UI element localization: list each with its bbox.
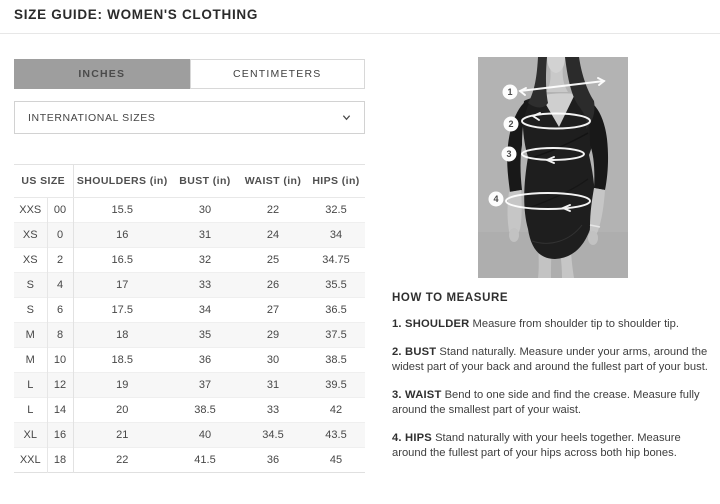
unit-tabs: [14, 59, 365, 89]
table-row: [14, 448, 365, 473]
cell-us-number: 8: [47, 323, 73, 348]
marker-3-number: 3: [506, 149, 512, 160]
instruction-label: SHOULDER: [405, 318, 470, 330]
measurement-figure-image: [478, 57, 628, 278]
cell-us-number: 00: [47, 198, 73, 223]
cell-us-number: 16: [47, 423, 73, 448]
cell-us-number: 14: [47, 398, 73, 423]
instruction-label: WAIST: [405, 389, 442, 401]
col-header-bust: BUST (in): [171, 165, 239, 198]
cell-bust: 41.5: [194, 454, 216, 466]
marker-2-number: 2: [508, 119, 514, 130]
cell-hips: 38.5: [325, 354, 347, 366]
cell-size-label: XS: [14, 248, 47, 273]
cell-us-number: 0: [47, 223, 73, 248]
cell-size-label: L: [14, 398, 47, 423]
table-row: [14, 373, 365, 398]
how-to-measure-heading: HOW TO MEASURE: [392, 292, 509, 304]
instruction-label: HIPS: [405, 432, 432, 444]
cell-size-label: M: [14, 348, 47, 373]
col-header-hips: HIPS (in): [307, 165, 365, 198]
cell-shoulders: 17: [116, 279, 129, 291]
size-chart-table: [14, 164, 365, 473]
instruction-number: 3.: [392, 389, 402, 401]
cell-size-label: XS: [14, 223, 47, 248]
table-row: [14, 298, 365, 323]
cell-waist: 24: [266, 229, 280, 241]
cell-size-label: XL: [14, 423, 47, 448]
marker-1-number: 1: [507, 87, 513, 98]
cell-hips: 37.5: [325, 329, 347, 341]
cell-size-label: XXS: [14, 198, 47, 223]
table-row: [14, 348, 365, 373]
table-row: [14, 248, 365, 273]
instruction-number: 2.: [392, 346, 402, 358]
cell-waist: 30: [266, 354, 280, 366]
marker-4-number: 4: [493, 194, 499, 205]
cell-waist: 26: [266, 279, 280, 291]
cell-us-number: 2: [47, 248, 73, 273]
cell-hips: 32.5: [325, 204, 347, 216]
col-header-waist: WAIST (in): [239, 165, 307, 198]
measure-instruction-list: [392, 317, 710, 461]
cell-size-label: S: [14, 298, 47, 323]
chevron-down-icon: [342, 113, 351, 122]
col-header-us-size: US SIZE: [14, 165, 73, 198]
tab-centimeters[interactable]: CENTIMETERS: [190, 59, 366, 89]
cell-waist: 29: [266, 329, 280, 341]
how-to-measure-section: [392, 292, 710, 461]
cell-hips: 34.75: [322, 254, 350, 266]
cell-bust: 37: [198, 379, 212, 391]
cell-bust: 34: [198, 304, 212, 316]
international-sizes-dropdown[interactable]: [14, 101, 365, 134]
cell-size-label: XXL: [14, 448, 47, 473]
cell-waist: 27: [266, 304, 280, 316]
title-divider: [0, 33, 720, 34]
table-row: [14, 423, 365, 448]
cell-waist: 22: [266, 204, 280, 216]
measure-instruction: [392, 345, 710, 375]
instruction-text: Stand naturally with your heels together. Measure around the fullest part of your hips across both hip bones.: [392, 432, 681, 459]
cell-bust: 32: [198, 254, 212, 266]
cell-bust: 38.5: [194, 404, 216, 416]
table-row: [14, 223, 365, 248]
cell-shoulders: 19: [116, 379, 129, 391]
cell-shoulders: 16.5: [111, 254, 133, 266]
cell-shoulders: 18.5: [111, 354, 133, 366]
size-table-body: [14, 198, 365, 473]
cell-size-label: L: [14, 373, 47, 398]
size-table-header: [14, 165, 365, 198]
instruction-number: 4.: [392, 432, 402, 444]
cell-shoulders: 16: [116, 229, 129, 241]
cell-hips: 43.5: [325, 429, 347, 441]
table-row: [14, 273, 365, 298]
tab-inches[interactable]: INCHES: [14, 59, 190, 89]
model-figure-illustration: [478, 57, 628, 278]
cell-hips: 42: [329, 404, 343, 416]
measure-instruction: [392, 388, 710, 418]
cell-us-number: 18: [47, 448, 73, 473]
cell-shoulders: 17.5: [111, 304, 133, 316]
cell-bust: 36: [198, 354, 212, 366]
cell-shoulders: 21: [116, 429, 129, 441]
size-guide-left-column: [14, 59, 365, 473]
instruction-number: 1.: [392, 318, 402, 330]
cell-bust: 40: [198, 429, 212, 441]
instruction-text: Measure from shoulder tip to shoulder tip.: [472, 318, 679, 330]
cell-us-number: 4: [47, 273, 73, 298]
cell-shoulders: 20: [116, 404, 129, 416]
cell-hips: 45: [329, 454, 343, 466]
cell-hips: 34: [329, 229, 343, 241]
cell-us-number: 12: [47, 373, 73, 398]
instruction-label: BUST: [405, 346, 437, 358]
table-row: [14, 323, 365, 348]
cell-shoulders: 15.5: [111, 204, 133, 216]
dropdown-selected-value: INTERNATIONAL SIZES: [28, 111, 156, 124]
cell-waist: 33: [266, 404, 280, 416]
cell-bust: 35: [198, 329, 212, 341]
cell-shoulders: 22: [116, 454, 129, 466]
cell-waist: 31: [266, 379, 280, 391]
page-title: SIZE GUIDE: WOMEN'S CLOTHING: [14, 7, 259, 22]
cell-bust: 31: [198, 229, 212, 241]
cell-shoulders: 18: [116, 329, 129, 341]
measure-instruction: [392, 431, 710, 461]
instruction-text: Bend to one side and find the crease. Measure fully around the smallest part of your waist.: [392, 389, 700, 416]
cell-bust: 33: [198, 279, 212, 291]
table-row: [14, 198, 365, 223]
cell-us-number: 10: [47, 348, 73, 373]
cell-waist: 25: [266, 254, 280, 266]
table-row: [14, 398, 365, 423]
instruction-text: Stand naturally. Measure under your arms, around the widest part of your back and around the fullest part of your bust.: [392, 346, 708, 373]
col-header-shoulders: SHOULDERS (in): [73, 165, 171, 198]
measure-instruction: [392, 317, 710, 332]
cell-waist: 36: [266, 454, 280, 466]
cell-size-label: S: [14, 273, 47, 298]
cell-hips: 35.5: [325, 279, 347, 291]
cell-hips: 39.5: [325, 379, 347, 391]
cell-bust: 30: [198, 204, 212, 216]
cell-hips: 36.5: [325, 304, 347, 316]
cell-us-number: 6: [47, 298, 73, 323]
cell-size-label: M: [14, 323, 47, 348]
cell-waist: 34.5: [262, 429, 284, 441]
